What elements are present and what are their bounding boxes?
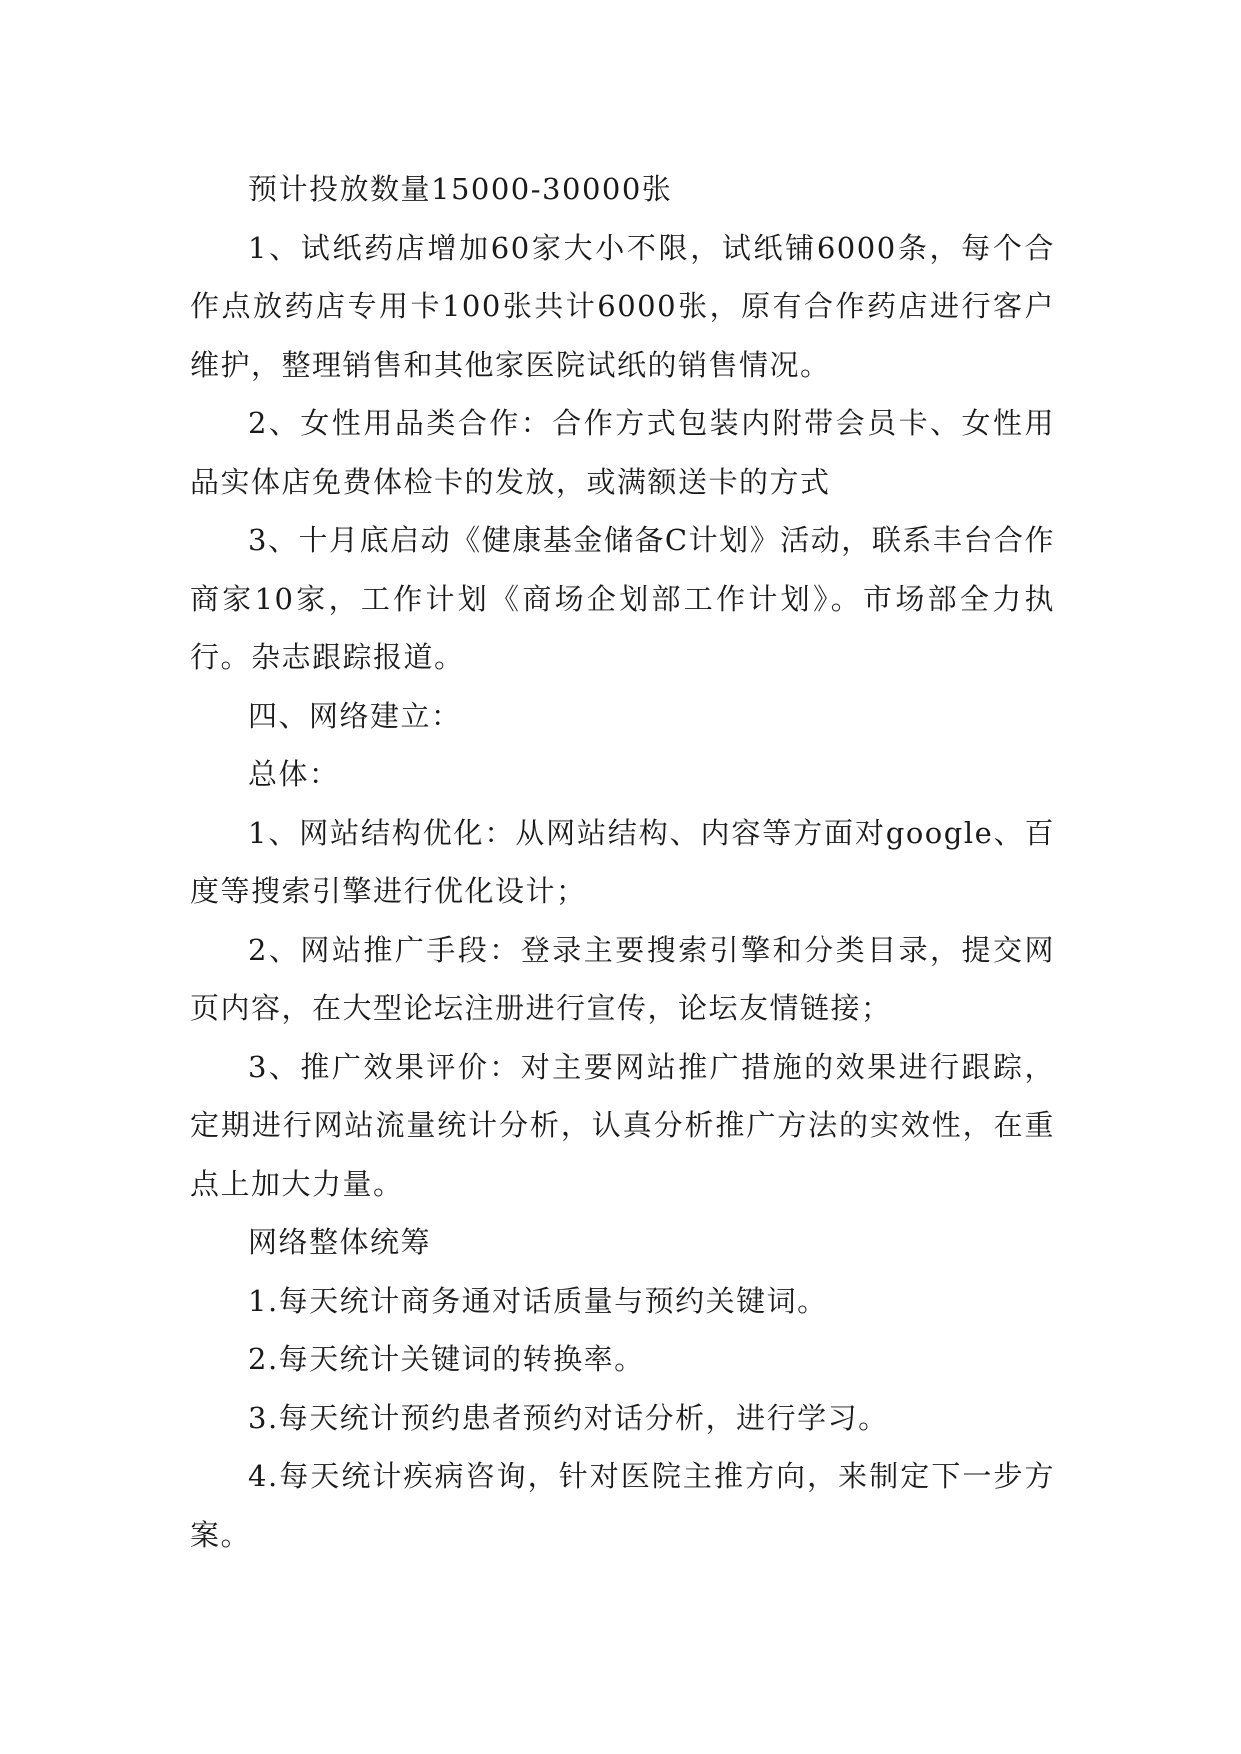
paragraph-promotion-evaluation: 3、推广效果评价：对主要网站推广措施的效果进行跟踪，定期进行网站流量统计分析，认真分析推广方法的实效性，在重点上加大力量。 [190,1049,1055,1201]
section-heading-network: 四、网络建立： [248,698,462,733]
list-item-appointment-analysis: 3.每天统计预约患者预约对话分析，进行学习。 [248,1400,889,1435]
paragraph-pharmacy: 1、试纸药店增加60家大小不限，试纸铺6000条，每个合作点放药店专用卡100张共计6000张，原有合作药店进行客户维护，整理销售和其他家医院试纸的销售情况。 [190,230,1055,382]
subheading-overall: 总体： [248,757,340,791]
subheading-network-coordination: 网络整体统筹 [248,1225,432,1259]
document-body [190,160,1055,1564]
paragraph-feminine-products: 2、女性用品类合作：合作方式包装内附带会员卡、女性用品实体店免费体检卡的发放，或满额送卡的方式 [190,406,1055,499]
paragraph-quantity: 预计投放数量15000-30000张 [248,172,673,206]
list-item-conversion-rate: 2.每天统计关键词的转换率。 [248,1342,645,1376]
paragraph-health-fund: 3、十月底启动《健康基金储备C计划》活动，联系丰台合作商家10家，工作计划《商场企划部工作计划》。市场部全力执行。杂志跟踪报道。 [190,523,1055,674]
list-item-dialog-quality: 1.每天统计商务通对话质量与预约关键词。 [248,1283,828,1318]
paragraph-site-optimization: 1、网站结构优化：从网站结构、内容等方面对google、百度等搜索引擎进行优化设计； [190,815,1055,908]
list-item-disease-consult: 4.每天统计疾病咨询，针对医院主推方向，来制定下一步方案。 [190,1459,1055,1552]
paragraph-site-promotion: 2、网站推广手段：登录主要搜索引擎和分类目录，提交网页内容，在大型论坛注册进行宣传，论坛友情链接； [190,932,1055,1025]
